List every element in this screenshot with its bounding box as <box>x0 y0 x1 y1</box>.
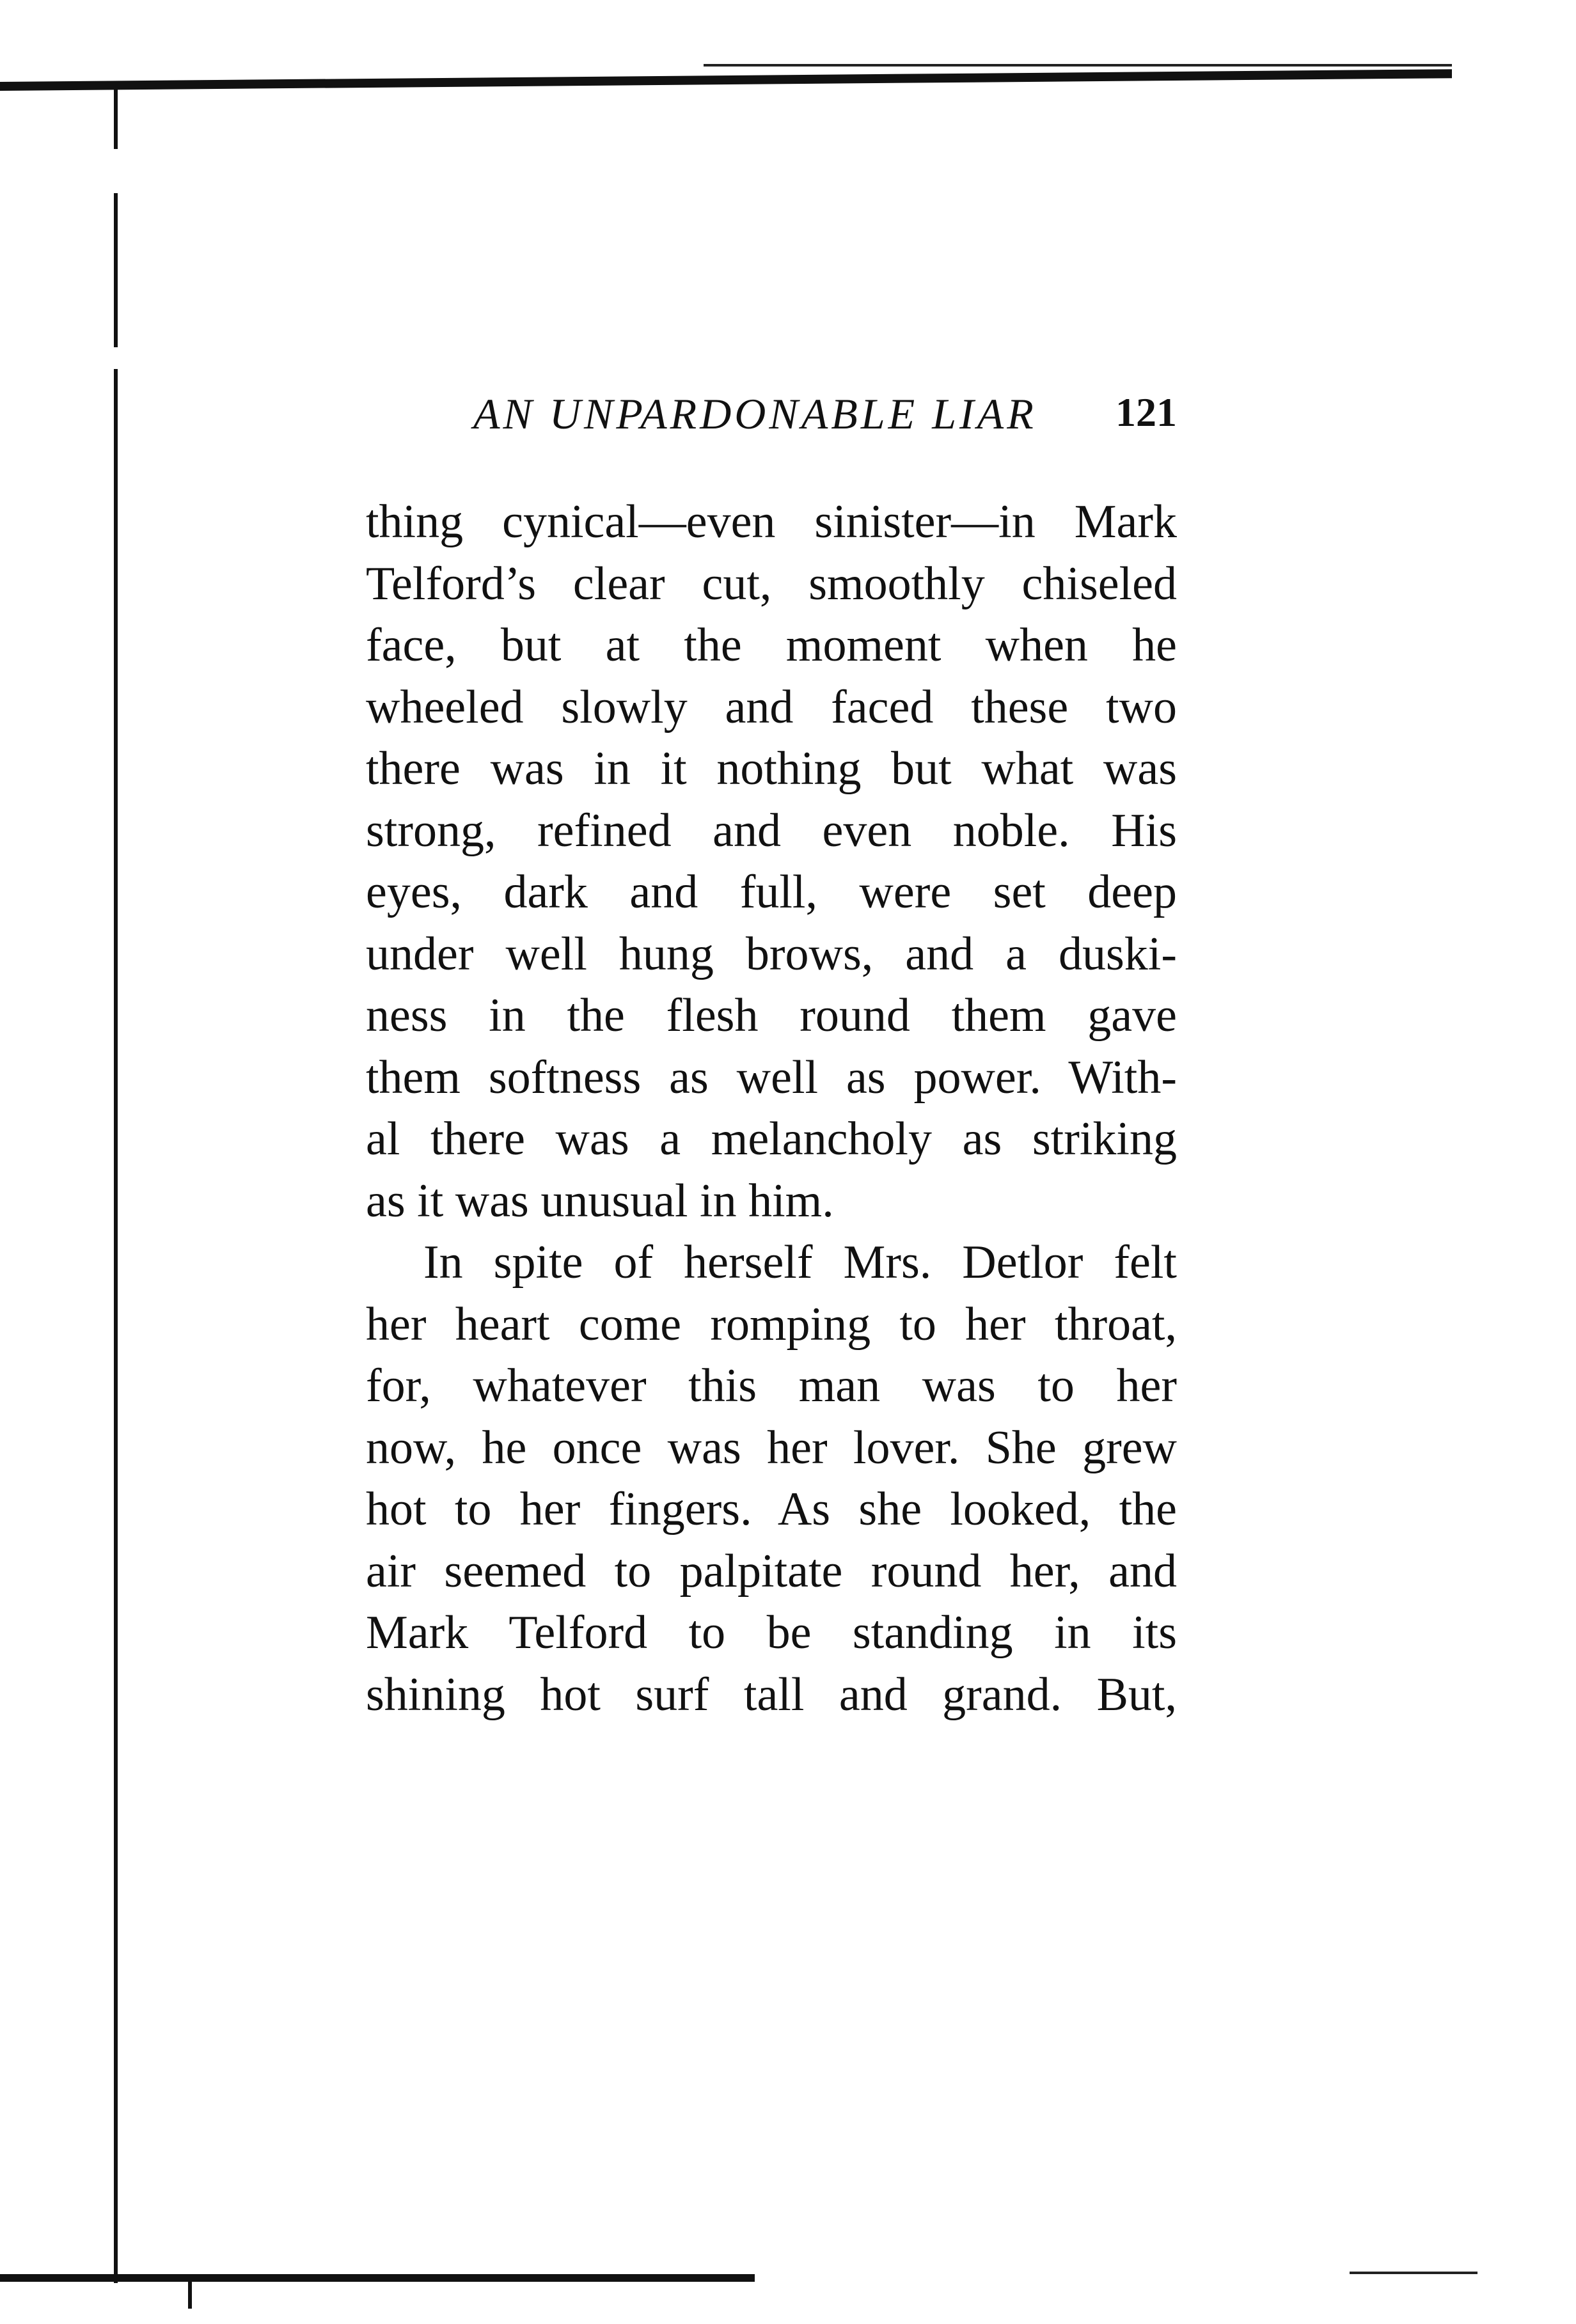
text-line: shining hot surf tall and grand. But, <box>366 1668 1177 1721</box>
text-line: Mark Telford to be standing in its <box>366 1606 1177 1659</box>
text-line: Telford’s clear cut, smoothly chiseled <box>366 557 1177 610</box>
paragraph <box>366 1232 1177 1725</box>
text-line: ness in the flesh round them gave <box>366 989 1177 1042</box>
text-line: now, he once was her lover. She grew <box>366 1421 1177 1474</box>
paragraph <box>366 491 1177 1232</box>
text-line: strong, refined and even noble. His <box>366 804 1177 857</box>
scan-border-bottom <box>0 2274 755 2282</box>
text-line: eyes, dark and full, were set deep <box>366 866 1177 918</box>
scan-border-top-thin <box>704 64 1452 67</box>
text-line: face, but at the moment when he <box>366 619 1177 671</box>
text-line: air seemed to palpitate round her, and <box>366 1544 1177 1598</box>
running-head <box>365 389 1177 453</box>
text-line: al there was a melancholy as striking <box>366 1113 1177 1165</box>
text-line: her heart come romping to her throat, <box>366 1298 1177 1351</box>
text-line: In spite of herself Mrs. Detlor felt <box>423 1236 1177 1289</box>
text-line: wheeled slowly and faced these two <box>366 680 1177 734</box>
scan-border-notch <box>188 2277 192 2309</box>
body-text <box>366 491 1177 1725</box>
scan-border-bottom-right <box>1350 2272 1478 2274</box>
scan-border-top <box>0 69 1452 91</box>
page-number: 121 <box>1115 389 1177 435</box>
text-line: for, whatever this man was to her <box>366 1360 1177 1412</box>
text-line: them softness as well as power. With- <box>366 1051 1177 1104</box>
text-line: hot to her fingers. As she looked, the <box>366 1483 1177 1535</box>
text-line: as it was unusual in him. <box>366 1174 834 1227</box>
scan-border-left <box>114 83 118 2283</box>
running-title: AN UNPARDONABLE LIAR <box>473 389 1037 438</box>
text-line: under well hung brows, and a duski- <box>366 927 1177 980</box>
text-line: thing cynical—even sinister—in Mark <box>366 496 1177 548</box>
text-line: there was in it nothing but what was <box>366 742 1177 795</box>
